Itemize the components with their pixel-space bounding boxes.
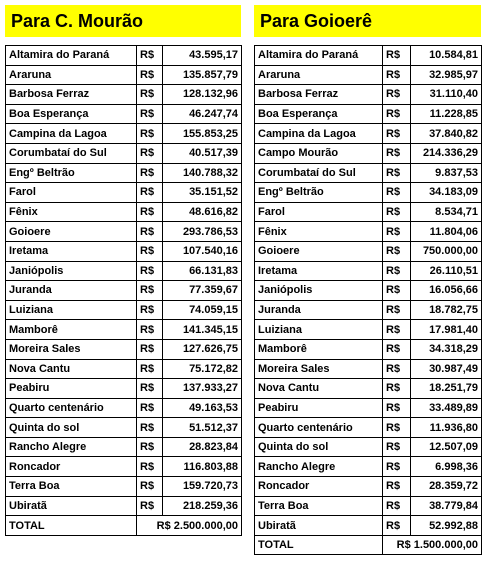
- currency-symbol: R$: [137, 477, 163, 497]
- city-name: Barbosa Ferraz: [6, 85, 137, 105]
- total-amount: 2.500.000,00: [173, 519, 238, 532]
- currency-symbol: R$: [137, 339, 163, 359]
- table-row: [6, 124, 242, 144]
- city-name: Peabiru: [6, 379, 137, 399]
- total-label: TOTAL: [255, 535, 383, 555]
- currency-symbol: R$: [137, 46, 163, 66]
- currency-symbol: R$: [137, 241, 163, 261]
- amount-value: 33.489,89: [411, 398, 482, 418]
- table-row: [255, 261, 482, 281]
- city-name: Nova Cantu: [255, 379, 383, 399]
- amount-value: 10.584,81: [411, 46, 482, 66]
- currency-symbol: R$: [383, 202, 411, 222]
- currency-symbol: R$: [383, 241, 411, 261]
- table-row: [6, 202, 242, 222]
- amount-value: 18.782,75: [411, 300, 482, 320]
- amount-value: 8.534,71: [411, 202, 482, 222]
- currency-symbol: R$: [383, 163, 411, 183]
- city-name: Boa Esperança: [255, 104, 383, 124]
- table-row: [255, 222, 482, 242]
- amount-value: 26.110,51: [411, 261, 482, 281]
- amount-value: 35.151,52: [163, 183, 242, 203]
- table-row: [255, 163, 482, 183]
- currency-symbol: R$: [137, 437, 163, 457]
- amount-value: 18.251,79: [411, 379, 482, 399]
- table-row: [255, 202, 482, 222]
- currency-symbol: R$: [383, 516, 411, 536]
- currency-symbol: R$: [383, 437, 411, 457]
- currency-symbol: R$: [137, 65, 163, 85]
- amount-value: 137.933,27: [163, 379, 242, 399]
- city-name: Roncador: [255, 477, 383, 497]
- table-row: [255, 398, 482, 418]
- table-row: [6, 104, 242, 124]
- amount-value: 11.936,80: [411, 418, 482, 438]
- city-name: Campina da Lagoa: [255, 124, 383, 144]
- table-row: [6, 46, 242, 66]
- city-name: Moreira Sales: [255, 359, 383, 379]
- city-name: Altamira do Paraná: [6, 46, 137, 66]
- city-name: Juranda: [255, 300, 383, 320]
- currency-symbol: R$: [137, 281, 163, 301]
- total-amount: 1.500.000,00: [413, 539, 478, 552]
- amount-value: 159.720,73: [163, 477, 242, 497]
- amount-value: 128.132,96: [163, 85, 242, 105]
- total-value: [137, 516, 242, 536]
- amount-value: 107.540,16: [163, 241, 242, 261]
- table-row: [255, 241, 482, 261]
- table-row: [6, 183, 242, 203]
- amount-value: 6.998,36: [411, 457, 482, 477]
- table-row: [6, 300, 242, 320]
- amount-value: 11.804,06: [411, 222, 482, 242]
- amount-value: 75.172,82: [163, 359, 242, 379]
- amount-value: 16.056,66: [411, 281, 482, 301]
- amount-value: 34.318,29: [411, 339, 482, 359]
- currency-symbol: R$: [383, 46, 411, 66]
- currency-symbol: R$: [383, 261, 411, 281]
- city-name: Farol: [6, 183, 137, 203]
- currency-symbol: R$: [137, 418, 163, 438]
- city-name: Iretama: [255, 261, 383, 281]
- total-currency: R$: [156, 519, 171, 532]
- currency-symbol: R$: [137, 222, 163, 242]
- left-table: [5, 45, 242, 536]
- amount-value: 52.992,88: [411, 516, 482, 536]
- city-name: Luiziana: [6, 300, 137, 320]
- city-name: Araruna: [6, 65, 137, 85]
- table-row: [6, 281, 242, 301]
- currency-symbol: R$: [137, 183, 163, 203]
- currency-symbol: R$: [383, 124, 411, 144]
- table-row: [255, 124, 482, 144]
- table-row: [255, 85, 482, 105]
- city-name: Juranda: [6, 281, 137, 301]
- currency-symbol: R$: [383, 143, 411, 163]
- city-name: Barbosa Ferraz: [255, 85, 383, 105]
- currency-symbol: R$: [383, 359, 411, 379]
- table-row: [6, 398, 242, 418]
- amount-value: 34.183,09: [411, 183, 482, 203]
- table-row: [6, 222, 242, 242]
- right-table: [254, 45, 482, 555]
- amount-value: 49.163,53: [163, 398, 242, 418]
- city-name: Janiópolis: [6, 261, 137, 281]
- city-name: Engº Beltrão: [6, 163, 137, 183]
- table-row: [255, 143, 482, 163]
- city-name: Peabiru: [255, 398, 383, 418]
- table-row: [255, 320, 482, 340]
- amount-value: 30.987,49: [411, 359, 482, 379]
- currency-symbol: R$: [383, 183, 411, 203]
- city-name: Goioere: [6, 222, 137, 242]
- city-name: Engº Beltrão: [255, 183, 383, 203]
- city-name: Iretama: [6, 241, 137, 261]
- currency-symbol: R$: [383, 379, 411, 399]
- table-row: [6, 437, 242, 457]
- amount-value: 38.779,84: [411, 496, 482, 516]
- city-name: Luiziana: [255, 320, 383, 340]
- total-currency: R$: [396, 539, 411, 552]
- city-name: Janiópolis: [255, 281, 383, 301]
- table-row: [255, 104, 482, 124]
- total-label: TOTAL: [6, 516, 137, 536]
- table-row: [6, 163, 242, 183]
- table-row: [6, 320, 242, 340]
- currency-symbol: R$: [137, 143, 163, 163]
- table-row: [255, 281, 482, 301]
- currency-symbol: R$: [137, 104, 163, 124]
- amount-value: 40.517,39: [163, 143, 242, 163]
- city-name: Campina da Lagoa: [6, 124, 137, 144]
- currency-symbol: R$: [137, 261, 163, 281]
- table-row: [6, 241, 242, 261]
- table-row: [6, 143, 242, 163]
- city-name: Mamborê: [255, 339, 383, 359]
- currency-symbol: R$: [383, 300, 411, 320]
- amount-value: 141.345,15: [163, 320, 242, 340]
- currency-symbol: R$: [137, 359, 163, 379]
- table-row: [255, 359, 482, 379]
- currency-symbol: R$: [137, 163, 163, 183]
- city-name: Rancho Alegre: [255, 457, 383, 477]
- city-name: Quarto centenário: [6, 398, 137, 418]
- table-row: [6, 418, 242, 438]
- city-name: Quinta do sol: [6, 418, 137, 438]
- currency-symbol: R$: [137, 496, 163, 516]
- city-name: Mamborê: [6, 320, 137, 340]
- currency-symbol: R$: [383, 477, 411, 497]
- city-name: Corumbataí do Sul: [6, 143, 137, 163]
- amount-value: 28.359,72: [411, 477, 482, 497]
- right-title: Para Goioerê: [254, 5, 481, 37]
- city-name: Fênix: [6, 202, 137, 222]
- total-row: [6, 516, 242, 536]
- city-name: Fênix: [255, 222, 383, 242]
- city-name: Quarto centenário: [255, 418, 383, 438]
- currency-symbol: R$: [383, 320, 411, 340]
- currency-symbol: R$: [383, 104, 411, 124]
- table-row: [255, 457, 482, 477]
- currency-symbol: R$: [383, 65, 411, 85]
- table-row: [255, 183, 482, 203]
- currency-symbol: R$: [137, 320, 163, 340]
- amount-value: 37.840,82: [411, 124, 482, 144]
- currency-symbol: R$: [383, 496, 411, 516]
- amount-value: 77.359,67: [163, 281, 242, 301]
- city-name: Altamira do Paraná: [255, 46, 383, 66]
- table-row: [6, 65, 242, 85]
- amount-value: 293.786,53: [163, 222, 242, 242]
- table-row: [6, 339, 242, 359]
- currency-symbol: R$: [383, 339, 411, 359]
- amount-value: 31.110,40: [411, 85, 482, 105]
- city-name: Farol: [255, 202, 383, 222]
- currency-symbol: R$: [137, 398, 163, 418]
- amount-value: 48.616,82: [163, 202, 242, 222]
- table-row: [255, 516, 482, 536]
- city-name: Moreira Sales: [6, 339, 137, 359]
- amount-value: 140.788,32: [163, 163, 242, 183]
- table-row: [255, 300, 482, 320]
- city-name: Roncador: [6, 457, 137, 477]
- currency-symbol: R$: [383, 457, 411, 477]
- city-name: Quinta do sol: [255, 437, 383, 457]
- city-name: Ubiratã: [6, 496, 137, 516]
- currency-symbol: R$: [383, 418, 411, 438]
- amount-value: 51.512,37: [163, 418, 242, 438]
- amount-value: 116.803,88: [163, 457, 242, 477]
- city-name: Araruna: [255, 65, 383, 85]
- amount-value: 11.228,85: [411, 104, 482, 124]
- table-row: [255, 46, 482, 66]
- amount-value: 750.000,00: [411, 241, 482, 261]
- amount-value: 46.247,74: [163, 104, 242, 124]
- amount-value: 127.626,75: [163, 339, 242, 359]
- amount-value: 9.837,53: [411, 163, 482, 183]
- city-name: Goioere: [255, 241, 383, 261]
- total-row: [255, 535, 482, 555]
- city-name: Corumbataí do Sul: [255, 163, 383, 183]
- table-row: [255, 477, 482, 497]
- currency-symbol: R$: [383, 85, 411, 105]
- amount-value: 12.507,09: [411, 437, 482, 457]
- table-row: [6, 359, 242, 379]
- table-row: [255, 496, 482, 516]
- amount-value: 66.131,83: [163, 261, 242, 281]
- currency-symbol: R$: [137, 379, 163, 399]
- table-row: [255, 65, 482, 85]
- currency-symbol: R$: [383, 398, 411, 418]
- currency-symbol: R$: [383, 222, 411, 242]
- table-row: [6, 477, 242, 497]
- city-name: Boa Esperança: [6, 104, 137, 124]
- table-row: [6, 496, 242, 516]
- table-row: [6, 379, 242, 399]
- table-row: [255, 437, 482, 457]
- left-title: Para C. Mourão: [5, 5, 241, 37]
- table-row: [255, 339, 482, 359]
- amount-value: 28.823,84: [163, 437, 242, 457]
- table-row: [6, 85, 242, 105]
- currency-symbol: R$: [383, 281, 411, 301]
- city-name: Rancho Alegre: [6, 437, 137, 457]
- currency-symbol: R$: [137, 85, 163, 105]
- city-name: Ubiratã: [255, 516, 383, 536]
- currency-symbol: R$: [137, 124, 163, 144]
- amount-value: 214.336,29: [411, 143, 482, 163]
- table-row: [6, 261, 242, 281]
- table-row: [255, 418, 482, 438]
- city-name: Terra Boa: [6, 477, 137, 497]
- city-name: Terra Boa: [255, 496, 383, 516]
- currency-symbol: R$: [137, 202, 163, 222]
- amount-value: 43.595,17: [163, 46, 242, 66]
- amount-value: 135.857,79: [163, 65, 242, 85]
- amount-value: 218.259,36: [163, 496, 242, 516]
- table-row: [6, 457, 242, 477]
- currency-symbol: R$: [137, 300, 163, 320]
- amount-value: 74.059,15: [163, 300, 242, 320]
- amount-value: 17.981,40: [411, 320, 482, 340]
- total-value: [383, 535, 482, 555]
- currency-symbol: R$: [137, 457, 163, 477]
- city-name: Nova Cantu: [6, 359, 137, 379]
- amount-value: 155.853,25: [163, 124, 242, 144]
- city-name: Campo Mourão: [255, 143, 383, 163]
- table-row: [255, 379, 482, 399]
- amount-value: 32.985,97: [411, 65, 482, 85]
